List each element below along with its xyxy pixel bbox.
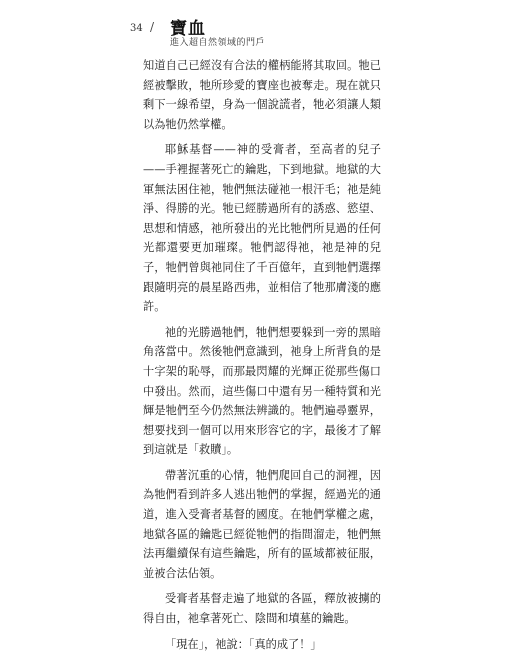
paragraph: 帶著沉重的心情，牠們爬回自己的洞裡，因為牠們看到許多人逃出牠們的掌握，經過光的通道，進入受膏者基督的國度。在牠們掌權之處，地獄各區的鑰匙已經從牠們的指間溜走，牠們無法再繼續保有這些鑰匙，所有的區域都被征服，並被合法佔領。	[143, 468, 381, 580]
paragraph: 耶穌基督——神的受膏者，至高者的兒子——手裡握著死亡的鑰匙，下到地獄。地獄的大軍無法困住祂，牠們無法碰祂一根汗毛；祂是純淨、得勝的光。牠已經勝過所有的誘惑、慾望、思想和情感，祂所發出的光比牠們所見過的任何光都還要更加璀璨。牠們認得祂，祂是神的兒子，牠們曾與祂同住了千百億年，直到牠們選擇跟隨明亮的晨星路西弗，並相信了牠那膚淺的應許。	[143, 143, 381, 314]
paragraph: 「現在」，祂說：「真的成了！」	[165, 637, 322, 651]
paragraph: 知道自己已經沒有合法的權柄能將其取回。牠已經被擊敗，牠所珍愛的寶座也被奪走。現在就只剩下一線希望，身為一個說謊者，牠必須讓人類以為牠仍然掌權。	[143, 59, 381, 131]
book-subtitle: 進入超自然領域的門戶	[170, 38, 266, 48]
book-title: 寶血	[170, 19, 206, 39]
paragraph: 受膏者基督走遍了地獄的各區，釋放被擄的得自由，祂拿著死亡、陰間和墳墓的鑰匙。	[143, 592, 381, 626]
paragraph: 祂的光勝過牠們，牠們想要躲到一旁的黑暗角落當中。然後牠們意識到，祂身上所背負的是十字架的恥辱，而那最閃耀的光輝正從那些傷口中發出。然而，這些傷口中還有另一種特質和光輝是牠們至今仍然無法辨識的。牠們遍尋靈界，想要找到一個可以用來形容它的字，最後才了解到這就是「救贖」。	[143, 325, 381, 457]
header-separator: /	[150, 20, 155, 34]
page-number: 34	[130, 23, 143, 34]
body-text	[143, 56, 381, 654]
running-header	[130, 14, 390, 48]
